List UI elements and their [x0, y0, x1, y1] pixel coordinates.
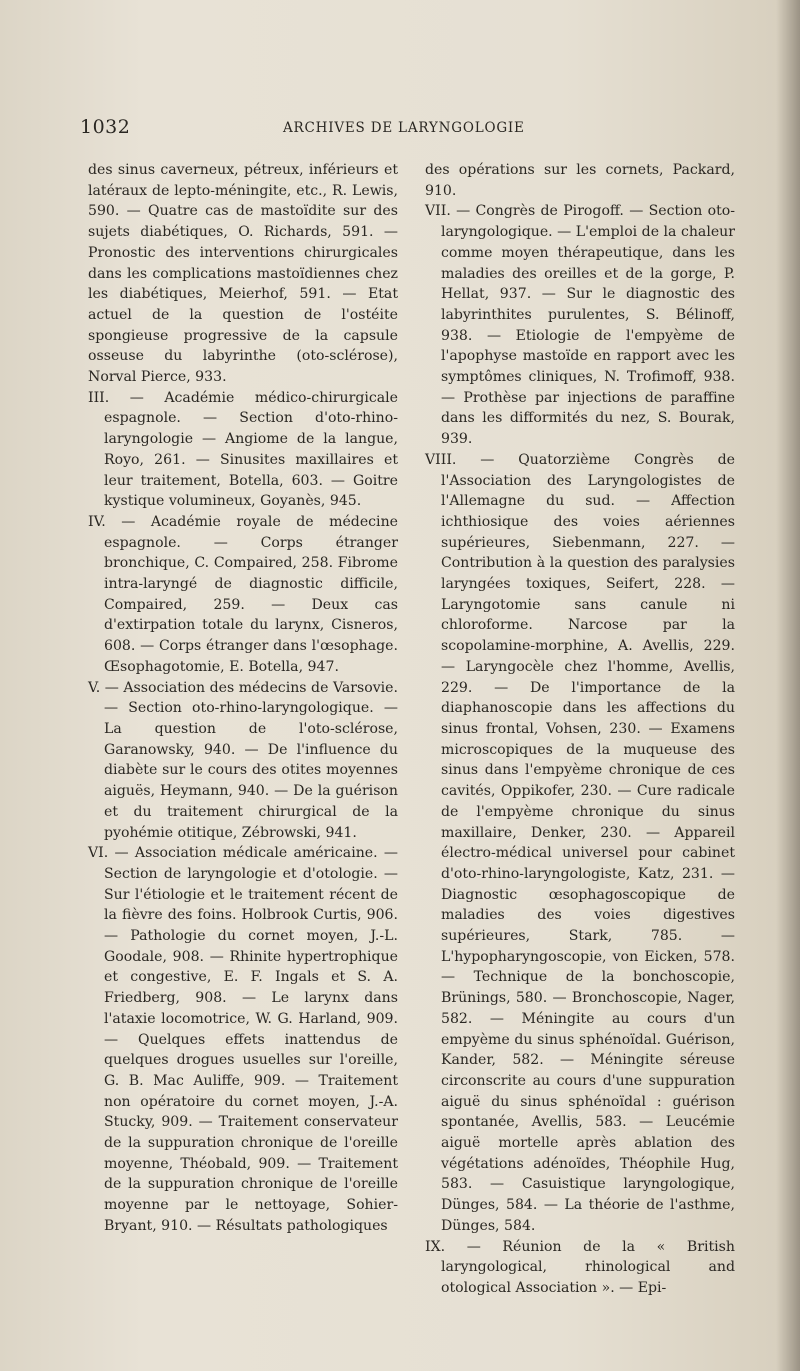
right-column	[425, 160, 735, 1299]
entry-paragraph: des sinus caverneux, pétreux, inférieurs et latéraux de lepto-méningite, etc., R. Lewis, 590. — Quatre cas de mastoïdite sur des sujets diabétiques, O. Richards, 591. — Pronostic des interventions chirurgicales dans les complications mastoïdiennes chez les diabétiques, Meierhof, 591. — Etat actuel de la question de l'ostéite spongieuse progressive de la capsule osseuse du labyrinthe (oto-sclérose), Norval Pierce, 933.	[88, 162, 398, 386]
entry-paragraph: IX. — Réunion de la « British laryngological, rhinological and otological Association ». — Epi-	[425, 1238, 735, 1296]
entry-paragraph: VII. — Congrès de Pirogoff. — Section oto-laryngologique. — L'emploi de la chaleur comme moyen thérapeutique, dans les maladies des oreilles et de la gorge, P. Hellat, 937. — Sur le diagnostic des labyrinthites purulentes, S. Bélinoff, 938. — Etiologie de l'empyème de l'apophyse mastoïde en rapport avec les symptômes cliniques, N. Trofimoff, 938. — Prothèse par injections de paraffine dans les difformités du nez, S. Bourak, 939.	[425, 203, 735, 448]
page-header	[80, 116, 710, 142]
running-title: ARCHIVES DE LARYNGOLOGIE	[283, 120, 525, 136]
entry-paragraph: V. — Association des médecins de Varsovie. — Section oto-rhino-laryngologique. — La question de l'oto-sclérose, Garanowsky, 940. — De l'influence du diabète sur le cours des otites moyennes aiguës, Heymann, 940. — De la guérison et du traitement chirurgical de la pyohémie otitique, Zébrowski, 941.	[88, 679, 398, 841]
entry-paragraph: VI. — Association médicale américaine. — Section de laryngologie et d'otologie. — Sur l'étiologie et le traitement récent de la fièvre des foins. Holbrook Curtis, 906. — Pathologie du cornet moyen, J.-L. Goodale, 908. — Rhinite hypertrophique et congestive, E. F. Ingals et S. A. Friedberg, 908. — Le larynx dans l'ataxie locomotrice, W. G. Harland, 909. — Quelques effets inattendus de quelques drogues usuelles sur l'oreille, G. B. Mac Auliffe, 909. — Traitement non opératoire du cornet moyen, J.-A. Stucky, 909. — Traitement conservateur de la suppuration chronique de l'oreille moyenne, Théobald, 909. — Traitement de la suppuration chronique de l'oreille moyenne par le nettoyage, Sohier-Bryant, 910. — Résultats pathologiques	[88, 845, 398, 1234]
page-number: 1032	[80, 116, 131, 138]
left-column	[88, 160, 398, 1237]
entry-paragraph: des opérations sur les cornets, Packard, 910.	[425, 162, 735, 199]
entry-paragraph: IV. — Académie royale de médecine espagnole. — Corps étranger bronchique, C. Compaired, 258. Fibrome intra-laryngé de diagnostic difficile, Compaired, 259. — Deux cas d'extirpation totale du larynx, Cisneros, 608. — Corps étranger dans l'œsophage. Œsophagotomie, E. Botella, 947.	[88, 513, 398, 675]
entry-paragraph: VIII. — Quatorzième Congrès de l'Association des Laryngologistes de l'Allemagne du sud. — Affection ichthiosique des voies aériennes supérieures, Siebenmann, 227. — Contribution à la question des paralysies laryngées toxiques, Seifert, 228. — Laryngotomie sans canule ni chloroforme. Narcose par la scopolamine-morphine, A. Avellis, 229. — Laryngocèle chez l'homme, Avellis, 229. — De l'importance de la diaphanoscopie dans les affections du sinus frontal, Vohsen, 230. — Examens microscopiques de la muqueuse des sinus dans l'empyème chronique de ces cavités, Oppikofer, 230. — Cure radicale de l'empyème chronique du sinus maxillaire, Denker, 230. — Appareil électro-médical universel pour cabinet d'oto-rhino-laryngologiste, Katz, 231. — Diagnostic œsophagoscopique de maladies des voies digestives supérieures, Stark, 785. — L'hypopharyngoscopie, von Eicken, 578. — Technique de la bonchoscopie, Brünings, 580. — Bronchoscopie, Nager, 582. — Méningite au cours d'un empyème du sinus sphénoïdal. Guérison, Kander, 582. — Méningite séreuse circonscrite au cours d'une suppuration aiguë du sinus sphénoïdal : guérison spontanée, Avellis, 583. — Leucémie aiguë mortelle après ablation des végétations adénoïdes, Théophile Hug, 583. — Casuistique laryngologique, Dünges, 584. — La théorie de l'asthme, Dünges, 584.	[425, 451, 735, 1234]
entry-paragraph: III. — Académie médico-chirurgicale espagnole. — Section d'oto-rhino-laryngologie — Angiome de la langue, Royo, 261. — Sinusites maxillaires et leur traitement, Botella, 603. — Goitre kystique volumineux, Goyanès, 945.	[88, 389, 398, 510]
